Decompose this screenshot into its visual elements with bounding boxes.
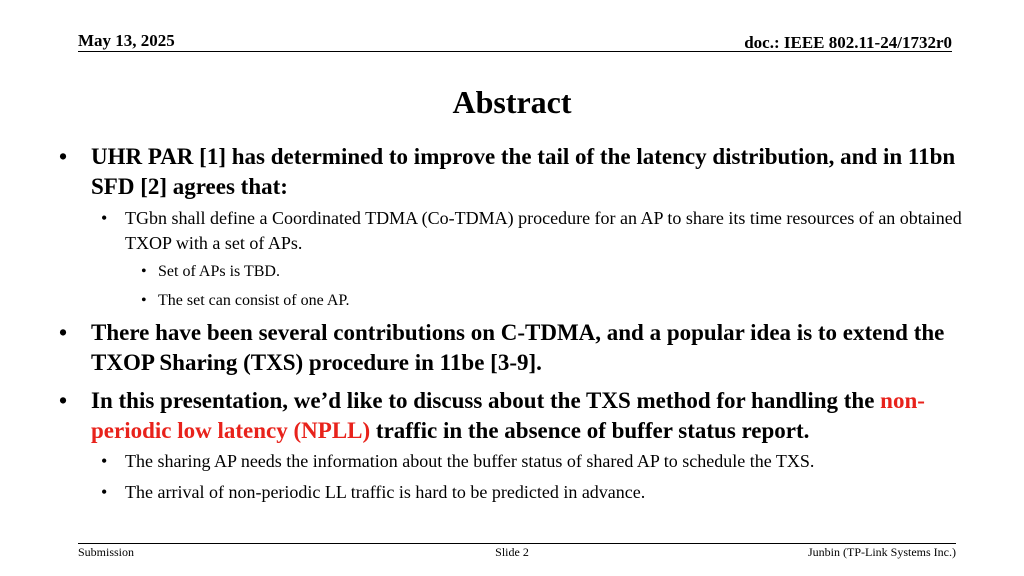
footer-author: Junbin (TP-Link Systems Inc.) [808,545,956,559]
bullet-icon: • [141,292,147,309]
bullet-2 [55,318,985,378]
slide-title: Abstract [452,84,572,120]
bullet-3-text [91,388,925,443]
bullet-icon: • [59,388,68,413]
bullet-3-text-end: traffic in the absence of buffer status report. [370,418,810,443]
bullet-3-2-text: The arrival of non-periodic LL traffic is hard to be predicted in advance. [125,482,646,502]
bullet-3-text-start: In this presentation, we’d like to discuss about the TXS method for handling the [91,388,881,413]
bullet-1 [55,142,985,202]
header-doc-id: doc.: IEEE 802.11-24/1732r0 [744,33,952,52]
bullet-2-text: There have been several contributions on C-TDMA, and a popular idea is to extend the TXOP Sharing (TXS) procedure in 11be [3-9]. [91,320,945,375]
bullet-3-2 [55,480,985,505]
bullet-1-1-2 [55,290,985,312]
bullet-3-1 [55,449,985,474]
bullet-icon: • [101,482,108,502]
bullet-1-1-1 [55,261,985,283]
bullet-1-1-text: TGbn shall define a Coordinated TDMA (Co-TDMA) procedure for an AP to share its time resources of an obtained TXOP with a set of APs. [125,208,962,253]
header-divider [78,51,952,52]
header-date: May 13, 2025 [78,31,175,50]
bullet-icon: • [141,263,147,280]
bullet-icon: • [59,320,68,345]
bullet-1-text: UHR PAR [1] has determined to improve the tail of the latency distribution, and in 11bn SFD [2] agrees that: [91,144,956,199]
footer-divider [78,543,956,544]
bullet-1-1-2-text: The set can consist of one AP. [158,292,350,309]
footer-submission: Submission [78,545,135,559]
bullet-icon: • [101,451,108,471]
bullet-3 [55,386,985,446]
bullet-icon: • [59,144,68,169]
slide-body [55,142,985,505]
bullet-1-1-1-text: Set of APs is TBD. [158,263,280,280]
npll-highlight: non-periodic low latency (NPLL) [91,388,925,443]
bullet-1-1 [55,206,985,256]
footer-slide-number: Slide 2 [495,545,529,559]
bullet-3-1-text: The sharing AP needs the information about the buffer status of shared AP to schedule the TXS. [125,451,815,471]
bullet-icon: • [101,208,108,228]
